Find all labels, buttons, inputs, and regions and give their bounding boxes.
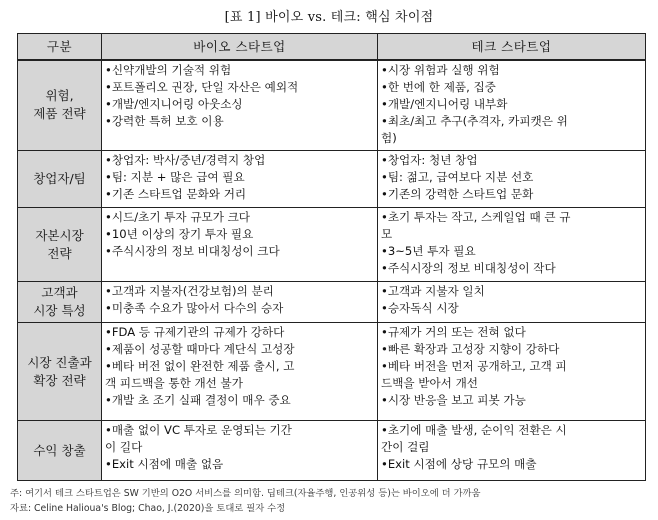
tech-cell [378,421,646,481]
bio-cell [102,150,378,207]
bio-cell [102,208,378,282]
list-item: •개발 초 조기 실패 결정이 매우 중요 [105,393,291,408]
list-item: •매출 없이 VC 투자로 운영되는 기간 이 길다 [105,423,292,455]
bio-cell [102,60,378,151]
list-item: •10년 이상의 장기 투자 필요 [105,227,254,242]
list-item: •Exit 시점에 상당 규모의 매출 [381,457,537,472]
list-item: •개발/엔지니어링 내부화 [381,96,508,111]
list-item: •규제가 거의 또는 전혀 없다 [381,325,526,340]
row-category: 시장 진출과 확장 전략 [18,323,102,421]
header-category: 구분 [18,34,102,60]
list-item: •신약개발의 기술적 위험 [105,62,232,77]
table-header-row [18,34,646,60]
table-row [18,208,646,282]
row-category: 수익 창출 [18,421,102,481]
row-category: 위험, 제품 전략 [18,60,102,151]
tech-cell [378,208,646,282]
list-item: •제품이 성공할 때마다 계단식 고성장 [105,342,295,357]
tech-cell [378,150,646,207]
tech-cell [378,323,646,421]
table-row [18,150,646,207]
list-item: •주식시장의 정보 비대칭성이 크다 [105,244,280,259]
bio-cell [102,282,378,323]
list-item: •개발/엔지니어링 아웃소싱 [105,96,243,111]
list-item: •팀: 지분 + 많은 급여 필요 [105,169,245,184]
list-item: •창업자: 박사/중년/경력지 창업 [105,152,266,167]
row-category: 자본시장 전략 [18,208,102,282]
list-item: •승자독식 시장 [381,301,459,315]
bio-cell [102,323,378,421]
list-item: •베타 버전 없이 완전한 제품 출시, 고 객 피드백을 통한 개선 불가 [105,359,295,391]
list-item: •초기에 매출 발생, 순이익 전환은 시 간이 걸림 [381,423,567,455]
list-item: •베타 버전을 먼저 공개하고, 고객 피 드백을 받아서 개선 [381,359,567,391]
comparison-table [17,33,646,481]
list-item: •시장 위험과 실행 위험 [381,62,500,77]
row-category: 창업자/팀 [18,150,102,207]
bio-cell [102,421,378,481]
list-item: •한 번에 한 제품, 집중 [381,79,496,94]
list-item: •시장 반응을 보고 피봇 가능 [381,393,526,408]
tech-cell [378,282,646,323]
list-item: •팀: 젊고, 급여보다 지분 선호 [381,169,534,184]
list-item: •시드/초기 투자 규모가 크다 [105,210,250,225]
list-item: •미충족 수요가 많아서 다수의 승자 [105,301,284,315]
header-bio: 바이오 스타트업 [102,34,378,60]
list-item: •빠른 확장과 고성장 지향이 강하다 [381,342,560,357]
source-note: 자료: Celine Halioua's Blog; Chao, J.(2020)을 토대로 필자 수정 [10,503,286,514]
list-item: •포트폴리오 권장, 단일 자산은 예외적 [105,79,299,94]
list-item: •초기 투자는 작고, 스케일업 때 큰 규 모 [381,210,571,242]
table-row [18,282,646,323]
header-tech: 테크 스타트업 [378,34,646,60]
list-item: •강력한 특허 보호 이용 [105,113,224,128]
footnote: 주: 여기서 테크 스타트업은 SW 기반의 O2O 서비스를 의미함. 딥테크(자율주행, 인공위성 등)는 바이오에 더 가까움 [10,488,481,499]
list-item: •기존 스타트업 문화와 거리 [105,186,247,201]
list-item: •고객과 지불자 일치 [381,284,485,298]
list-item: •창업자: 청년 창업 [381,152,478,167]
list-item: •FDA 등 규제기관의 규제가 강하다 [105,325,285,340]
comparison-table-container [17,33,645,481]
table-row [18,323,646,421]
table-row [18,421,646,481]
list-item: •최초/최고 추구(추격자, 카피캣은 위 험) [381,113,568,145]
table-title: [표 1] 바이오 vs. 테크: 핵심 차이점 [224,10,434,25]
list-item: •Exit 시점에 매출 없음 [105,457,224,472]
row-category: 고객과 시장 특성 [18,282,102,323]
list-item: •기존의 강력한 스타트업 문화 [381,186,534,201]
table-row [18,60,646,151]
tech-cell [378,60,646,151]
list-item: •3~5년 투자 필요 [381,244,476,259]
list-item: •주식시장의 정보 비대칭성이 작다 [381,261,556,276]
list-item: •고객과 지불자(건강보험)의 분리 [105,284,274,298]
